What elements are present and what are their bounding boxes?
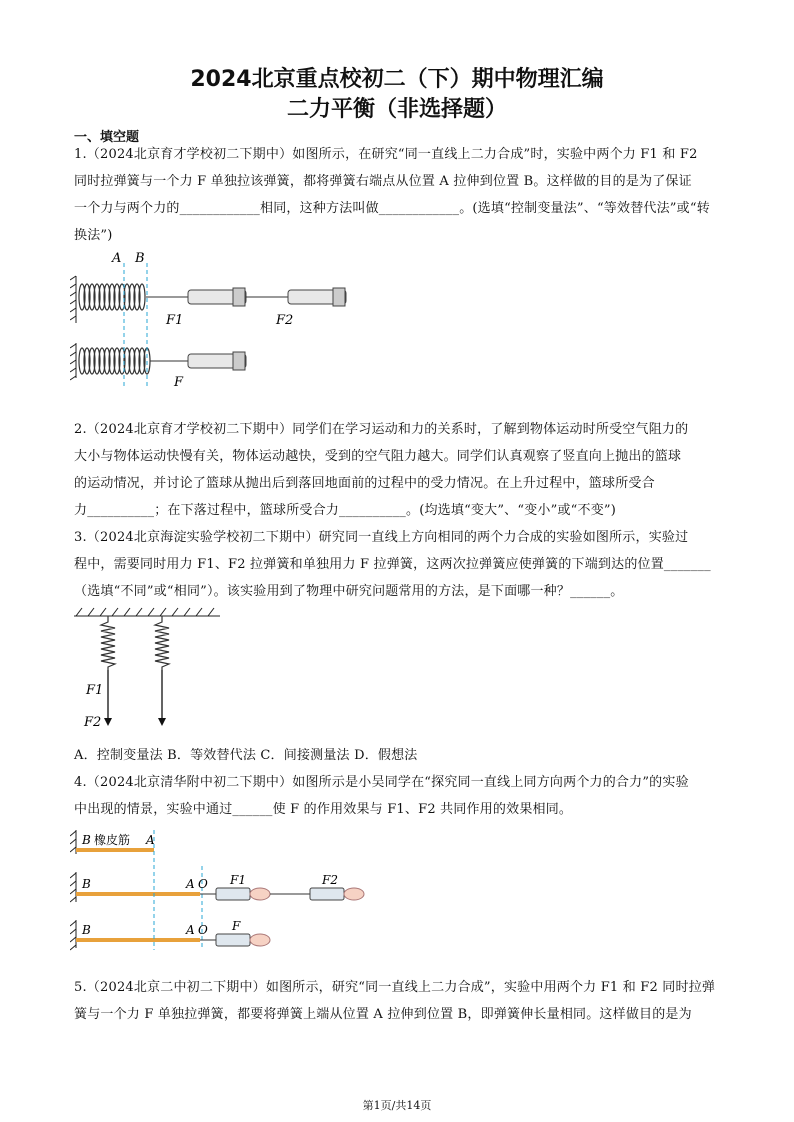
q1-line-1: 1.（2024北京育才学校初二下期中）如图所示，在研究“同一直线上二力合成”时，实验中两个力 F1 和 F2 <box>74 147 698 162</box>
q4-rubber-band-figure <box>70 826 380 952</box>
label-o-3: O <box>198 923 208 937</box>
rubber-band-3 <box>76 938 200 942</box>
q2-line-4: 力__________；在下落过程中，篮球所受合力__________。(均选填“变大”、“变小”或“不变”) <box>74 503 617 518</box>
q2-line-3: 的运动情况，并讨论了篮球从抛出后到落回地面前的过程中的受力情况。在上升过程中，篮球所受合 <box>74 476 655 491</box>
q1-line-3: 一个力与两个力的____________相同，这种方法叫做____________。(选填“控制变量法”、“等效替代法”或“转 <box>74 201 710 216</box>
page-subtitle: 二力平衡（非选择题） <box>286 97 507 122</box>
label-f1: F1 <box>166 313 184 328</box>
meter-f2 <box>288 288 346 306</box>
label-b: B <box>135 251 145 266</box>
label-b-3: B <box>82 923 91 937</box>
q3-spring-figure <box>70 606 230 736</box>
spring-left <box>101 616 115 670</box>
label-b-1: B <box>82 833 91 847</box>
section-heading: 一、填空题 <box>74 130 140 145</box>
label-f2: F2 <box>276 313 294 328</box>
wall-hatch <box>70 830 76 950</box>
rubber-band-2 <box>76 892 200 896</box>
page-footer: 第1页/共14页 <box>362 1099 432 1112</box>
meter-f <box>150 352 246 370</box>
label-f2: F2 <box>322 873 338 887</box>
ceiling-hatch <box>74 608 220 616</box>
q1-line-4: 换法”) <box>74 228 113 243</box>
label-f1: F1 <box>230 873 246 887</box>
label-a: A <box>112 251 122 266</box>
q2-line-2: 大小与物体运动快慢有关，物体运动越快，受到的空气阻力越大。同学们认真观察了竖直向上抛出的篮球 <box>74 449 682 464</box>
q3-options: A．控制变量法 B．等效替代法 C．间接测量法 D．假想法 <box>74 748 418 763</box>
meter-f2 <box>310 888 364 900</box>
q5-line-2: 簧与一个力 F 单独拉弹簧，都要将弹簧上端从位置 A 拉伸到位置 B，即弹簧伸长量相同。这样做目的是为 <box>74 1007 692 1022</box>
spring-top <box>79 284 145 310</box>
arrowhead-left <box>104 718 112 726</box>
spring-right <box>155 616 169 670</box>
label-a-2: A <box>186 877 195 891</box>
q1-line-2: 同时拉弹簧与一个力 F 单独拉该弹簧，都将弹簧右端点从位置 A 拉伸到位置 B。这样做的目的是为了保证 <box>74 174 692 189</box>
spring-bottom <box>79 348 150 374</box>
q3-line-1: 3.（2024北京海淀实验学校初二下期中）研究同一直线上方向相同的两个力合成的实验如图所示，实验过 <box>74 530 689 545</box>
meter-f1 <box>146 288 246 306</box>
label-band: 橡皮筋 <box>94 833 131 847</box>
label-f: F <box>232 919 241 933</box>
q3-line-2: 程中，需要同时用力 F1、F2 拉弹簧和单独用力 F 拉弹簧，这两次拉弹簧应使弹簧的下端到达的位置_______ <box>74 557 711 572</box>
meter-f <box>200 934 270 946</box>
q4-line-2: 中出现的情景，实验中通过______使 F 的作用效果与 F1、F2 共同作用的效果相同。 <box>74 802 573 817</box>
rubber-band-1 <box>76 848 154 852</box>
q3-line-3: （选填“不同”或“相同”）。该实验用到了物理中研究问题常用的方法，是下面哪一种？______。 <box>74 584 624 599</box>
q2-line-1: 2.（2024北京育才学校初二下期中）同学们在学习运动和力的关系时，了解到物体运动时所受空气阻力的 <box>74 422 689 437</box>
label-a-1: A <box>146 833 155 847</box>
label-o-2: O <box>198 877 208 891</box>
arrowhead-right <box>158 718 166 726</box>
meter-f1 <box>200 888 270 900</box>
q4-line-1: 4.（2024北京清华附中初二下期中）如图所示是小吴同学在“探究同一直线上同方向两个力的合力”的实验 <box>74 775 689 790</box>
q5-line-1: 5.（2024北京二中初二下期中）如图所示，研究“同一直线上二力合成”，实验中用两个力 F1 和 F2 同时拉弹 <box>74 980 716 995</box>
label-f: F <box>174 375 184 390</box>
q1-spring-figure <box>70 248 370 393</box>
label-a-3: A <box>186 923 195 937</box>
label-b-2: B <box>82 877 91 891</box>
label-f1: F1 <box>86 683 104 698</box>
page-title: 2024北京重点校初二（下）期中物理汇编 <box>190 67 604 92</box>
label-f2: F2 <box>84 715 102 730</box>
wall-hatch <box>70 276 76 380</box>
